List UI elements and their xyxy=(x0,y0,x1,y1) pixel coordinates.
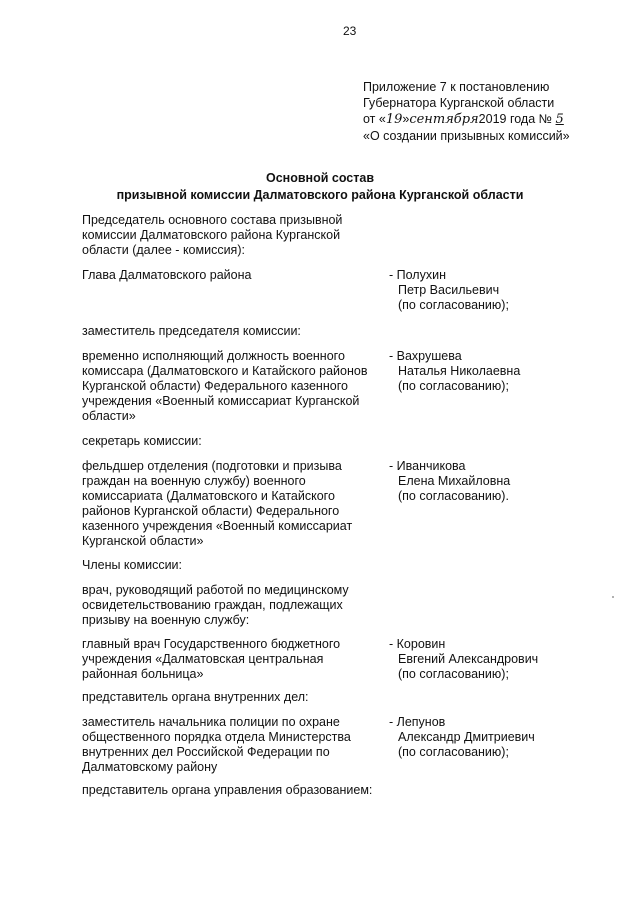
entry-role: Члены комиссии: xyxy=(82,558,183,572)
entry-role: заместитель начальника полиции по охране общественного порядка отдела Министерства внутренних дел Российской Федерации по Далматовскому району xyxy=(82,715,351,774)
entry-role: представитель органа управления образованием: xyxy=(82,783,373,797)
entry-role: секретарь комиссии: xyxy=(82,434,202,448)
person-note: (по согласованию); xyxy=(398,379,509,393)
annex-date-suffix: 2019 года № xyxy=(478,112,553,126)
person-surname: - Лепунов xyxy=(389,715,446,729)
person-note: (по согласованию); xyxy=(398,745,509,759)
person-note: (по согласованию); xyxy=(398,667,509,681)
entry-role: временно исполняющий должность военного комиссара (Далматовского и Катайского районов Курганской области) Федерального казенного учреждения «Военный комиссариат Курганской области» xyxy=(82,349,368,423)
entry-person xyxy=(389,349,520,394)
person-name: Петр Васильевич xyxy=(398,283,500,297)
entry-role: заместитель председателя комиссии: xyxy=(82,324,301,338)
entry-role: фельдшер отделения (подготовки и призыва граждан на военную службу) военного комиссариата (Далматовского и Катайского районов Курганской области) Федерального казенного учреждения «Военный комиссариат Курганской области» xyxy=(82,459,353,548)
person-name: Елена Михайловна xyxy=(398,474,511,488)
annex-header xyxy=(363,79,570,144)
document-title xyxy=(0,170,640,204)
entry-role: главный врач Государственного бюджетного учреждения «Далматовская центральная районная больница» xyxy=(82,637,341,681)
annex-line-4: «О создании призывных комиссий» xyxy=(363,129,570,143)
entry-role: врач, руководящий работой по медицинскому освидетельствованию граждан, подлежащих призыву на военную службу: xyxy=(82,583,349,627)
entry-person xyxy=(389,715,535,760)
person-surname: - Коровин xyxy=(389,637,446,651)
person-note: (по согласованию). xyxy=(398,489,509,503)
entry-role: представитель органа внутренних дел: xyxy=(82,690,309,704)
annex-line-3 xyxy=(363,111,570,128)
person-note: (по согласованию); xyxy=(398,298,509,312)
entry-person xyxy=(389,459,510,504)
annex-date-separator: » xyxy=(402,112,410,126)
annex-date-prefix: от « xyxy=(363,112,386,126)
person-surname: - Вахрушева xyxy=(389,349,462,363)
entry-role: Глава Далматовского района xyxy=(82,268,252,282)
person-name: Евгений Александрович xyxy=(398,652,539,666)
title-line-2: призывной комиссии Далматовского района Курганской области xyxy=(116,188,524,202)
page-number: 23 xyxy=(343,24,357,38)
person-surname: - Иванчикова xyxy=(389,459,466,473)
annex-line-2: Губернатора Курганской области xyxy=(363,96,555,110)
scan-speck xyxy=(612,596,614,598)
handwritten-doc-number: 5 xyxy=(555,112,564,127)
entry-person xyxy=(389,637,538,682)
title-line-1: Основной состав xyxy=(265,171,375,185)
entry-person xyxy=(389,268,509,313)
handwritten-date-month: сентября xyxy=(409,112,479,127)
person-name: Наталья Николаевна xyxy=(398,364,521,378)
person-name: Александр Дмитриевич xyxy=(398,730,535,744)
handwritten-date-day: 19 xyxy=(385,112,403,127)
person-surname: - Полухин xyxy=(389,268,446,282)
entry-role: Председатель основного состава призывной комиссии Далматовского района Курганской области (далее - комиссия): xyxy=(82,213,343,257)
annex-line-1: Приложение 7 к постановлению xyxy=(363,80,550,94)
